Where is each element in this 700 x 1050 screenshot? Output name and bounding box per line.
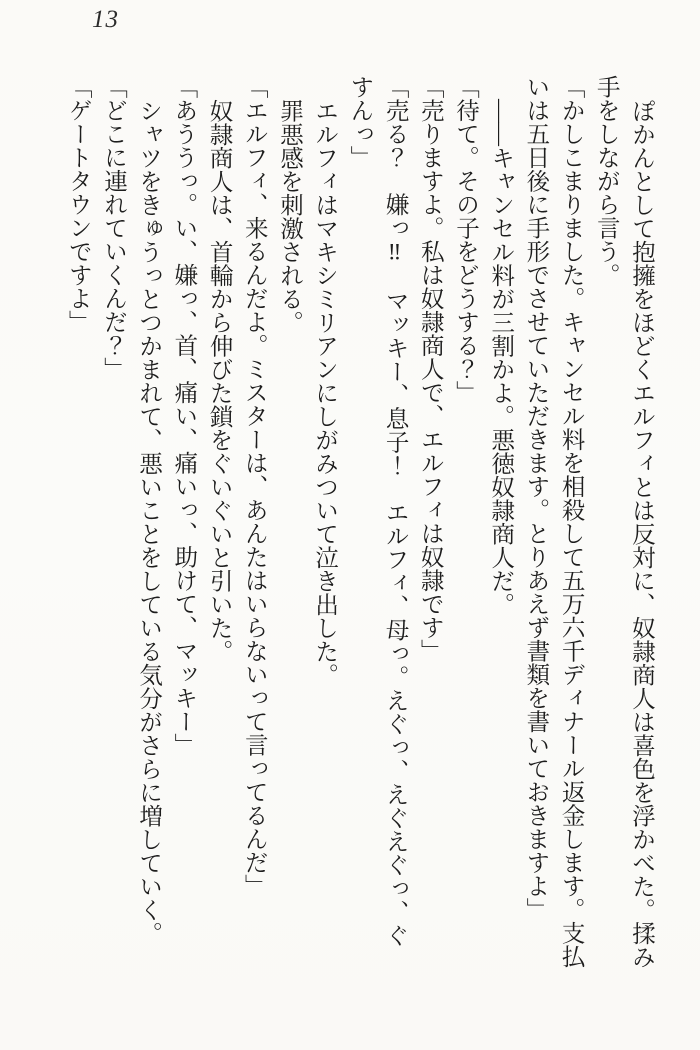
paragraph-dialogue: 「エルフィ、来るんだよ。ミスターは、あんたはいらないって言ってるんだ」 — [240, 75, 267, 898]
paragraph-narration: エルフィはマキシミリアンにしがみついて泣き出した。 — [311, 98, 338, 686]
paragraph-narration: ぽかんとして抱擁をほどくエルフィとは反対に、奴隷商人は喜色を浮かべた。揉み手をしながら言う。 — [592, 75, 654, 968]
page-text — [60, 75, 658, 970]
page-number: 13 — [92, 6, 119, 33]
paragraph-dialogue: 「売る？ 嫌っ‼ マッキー、息子！ エルフィ、母っ。えぐっ、えぐえぐっ、ぐすんっ」 — [346, 75, 408, 947]
paragraph-inner-monologue: ――キャンセル料が三割かよ。悪徳奴隷商人だ。 — [487, 98, 514, 616]
paragraph-narration: 奴隷商人は、首輪から伸びた鎖をぐいぐいと引いた。 — [205, 98, 232, 663]
paragraph-narration: 罪悪感を刺激される。 — [275, 98, 302, 334]
paragraph-dialogue: 「かしこまりました。キャンセル料を相殺して五万六千ディナール返金します。支払いは五日後に手形でさせていただきます。とりあえず書類を書いておきますよ」 — [522, 75, 584, 968]
paragraph-narration: シャツをきゅうっとつかまれて、悪いことをしている気分がさらに増していく。 — [135, 98, 162, 945]
paragraph-dialogue: 「売りますよ。私は奴隷商人で、エルフィは奴隷です」 — [416, 75, 443, 663]
paragraph-dialogue: 「待て。その子をどうする？」 — [451, 75, 478, 404]
paragraph-dialogue: 「ゲートタウンですよ」 — [64, 75, 91, 334]
paragraph-dialogue: 「どこに連れていくんだ？」 — [99, 75, 126, 381]
paragraph-dialogue: 「あううっ。い、嫌っ、首、痛い、痛いっ、助けて、マッキー」 — [170, 75, 197, 757]
